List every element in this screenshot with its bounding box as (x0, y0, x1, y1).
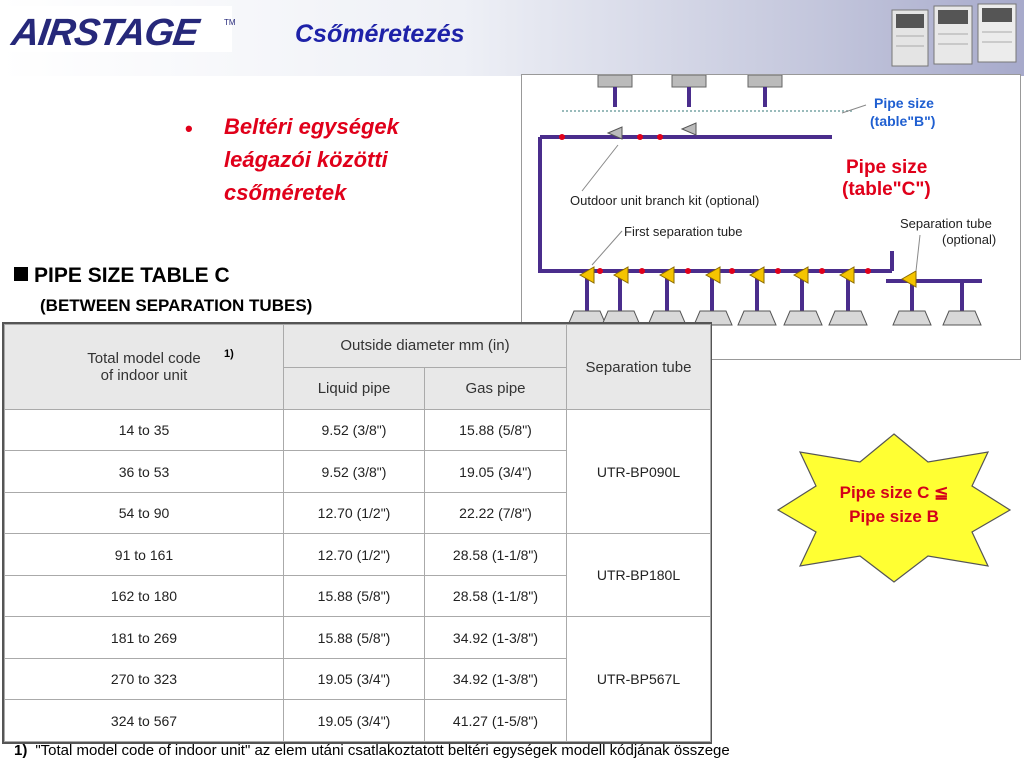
cell-liquid: 15.88 (5/8") (284, 575, 425, 616)
cell-liquid: 15.88 (5/8") (284, 617, 425, 658)
section-title (14, 264, 230, 288)
header-model-line1: Total model code (87, 350, 201, 367)
label-first-separation: First separation tube (624, 224, 743, 239)
footnote (14, 742, 730, 759)
cell-gas: 41.27 (1-5/8") (425, 700, 567, 742)
logo-box (6, 6, 236, 54)
cell-liquid: 9.52 (3/8") (284, 410, 425, 451)
page-title: Csőméretezés (295, 20, 465, 48)
cell-model: 181 to 269 (5, 617, 284, 658)
outdoor-unit-3 (978, 4, 1016, 62)
cell-liquid: 9.52 (3/8") (284, 451, 425, 492)
header-model-code (5, 325, 284, 410)
outdoor-units-photo (888, 2, 1020, 70)
cell-gas: 15.88 (5/8") (425, 410, 567, 451)
header-outside-diameter: Outside diameter mm (in) (284, 325, 567, 368)
piping-diagram-svg (522, 75, 1020, 359)
cell-model: 91 to 161 (5, 534, 284, 575)
piping-diagram (521, 74, 1021, 360)
cell-model: 54 to 90 (5, 492, 284, 533)
label-separation-optional: (optional) (942, 232, 997, 247)
cell-gas: 28.58 (1-1/8") (425, 575, 567, 616)
leader-line-branch (582, 145, 618, 191)
logo-trademark: TM (224, 18, 236, 27)
label-pipe-b-2: (table"B") (870, 113, 936, 129)
bullet-text: Beltéri egységek leágazói közötti csőméretek (224, 114, 399, 205)
cell-liquid: 19.05 (3/4") (284, 658, 425, 699)
bullet-marker: • (185, 116, 193, 141)
cell-gas: 34.92 (1-3/8") (425, 617, 567, 658)
cell-liquid: 19.05 (3/4") (284, 700, 425, 742)
section-title-text: PIPE SIZE TABLE C (34, 264, 230, 287)
cell-sep-group-2: UTR-BP180L (567, 534, 711, 617)
cell-model: 162 to 180 (5, 575, 284, 616)
label-pipe-c-1: Pipe size (846, 157, 928, 178)
cell-model: 324 to 567 (5, 700, 284, 742)
outdoor-unit-bases (598, 75, 782, 87)
leader-line-sep (916, 235, 920, 271)
cell-liquid: 12.70 (1/2") (284, 534, 425, 575)
footnote-reference: 1) (224, 348, 234, 360)
label-pipe-b-1: Pipe size (874, 95, 934, 111)
cell-model: 270 to 323 (5, 658, 284, 699)
cell-liquid: 12.70 (1/2") (284, 492, 425, 533)
cell-gas: 34.92 (1-3/8") (425, 658, 567, 699)
airstage-logo: AIRSTAGE (9, 12, 201, 54)
leader-line-first-sep (592, 231, 622, 265)
section-subtitle: (BETWEEN SEPARATION TUBES) (40, 296, 313, 315)
header-liquid-pipe: Liquid pipe (284, 367, 425, 410)
cell-gas: 28.58 (1-1/8") (425, 534, 567, 575)
label-separation-tube: Separation tube (900, 216, 992, 231)
outdoor-unit-2 (934, 6, 972, 64)
cell-gas: 22.22 (7/8") (425, 492, 567, 533)
square-bullet-icon (14, 267, 28, 281)
cell-sep-group-3: UTR-BP567L (567, 617, 711, 742)
header-separation-tube: Separation tube (567, 325, 711, 410)
leader-line-b (842, 105, 866, 113)
pipe-size-table-grid (4, 324, 711, 742)
pipe-size-table (2, 322, 712, 744)
outdoor-unit-1 (892, 10, 928, 66)
cell-model: 14 to 35 (5, 410, 284, 451)
footnote-marker: 1) (14, 742, 28, 759)
cell-gas: 19.05 (3/4") (425, 451, 567, 492)
header-gas-pipe: Gas pipe (425, 367, 567, 410)
label-branch-kit: Outdoor unit branch kit (optional) (570, 193, 760, 208)
label-pipe-c-2: (table"C") (842, 179, 931, 200)
callout-text (776, 481, 1012, 529)
callout-line2: Pipe size B (849, 507, 939, 526)
callout-line1: Pipe size C ≦ (839, 483, 949, 502)
header-model-line2: of indoor unit (100, 367, 188, 384)
cell-sep-group-1: UTR-BP090L (567, 410, 711, 534)
header-banner (0, 0, 1024, 76)
footnote-text: "Total model code of indoor unit" az elem utáni csatlakoztatott beltéri egységek modell kódjának összege (35, 742, 730, 759)
cell-model: 36 to 53 (5, 451, 284, 492)
